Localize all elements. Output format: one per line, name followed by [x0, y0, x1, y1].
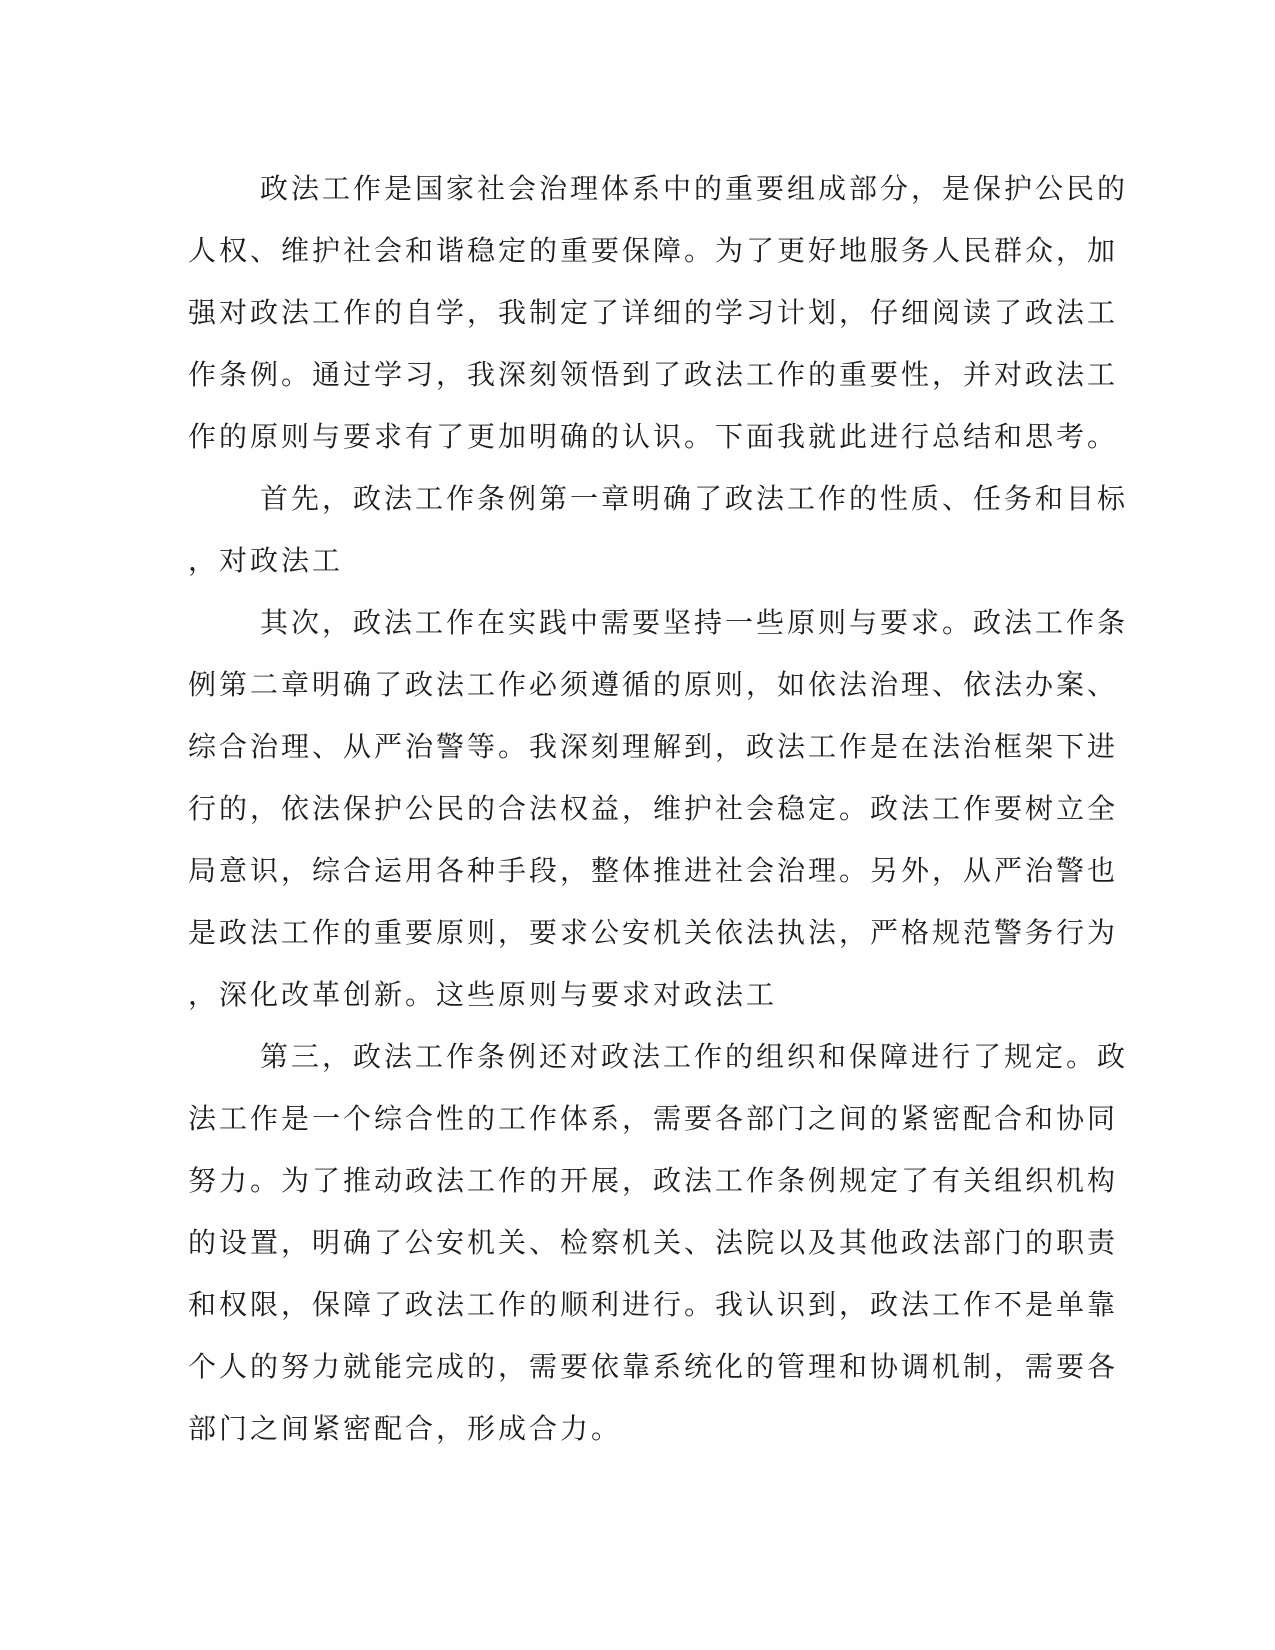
- text-line: 个人的努力就能完成的，需要依靠系统化的管理和协调机制，需要各: [188, 1350, 1119, 1383]
- text-line: 综合治理、从严治警等。我深刻理解到，政法工作是在法治框架下进: [188, 730, 1119, 763]
- text-line: 第三，政法工作条例还对政法工作的组织和保障进行了规定。政: [260, 1040, 1129, 1073]
- text-line: 作条例。通过学习，我深刻领悟到了政法工作的重要性，并对政法工: [188, 358, 1119, 391]
- paragraph-third: [188, 1026, 1129, 1460]
- text-line: 政法工作是国家社会治理体系中的重要组成部分，是保护公民的: [260, 172, 1129, 205]
- text-line: 的设置，明确了公安机关、检察机关、法院以及其他政法部门的职责: [188, 1226, 1119, 1259]
- document-body: [188, 158, 1129, 1460]
- paragraph-second: [188, 592, 1129, 1026]
- text-line: 法工作是一个综合性的工作体系，需要各部门之间的紧密配合和协同: [188, 1102, 1119, 1135]
- paragraph-intro: [188, 158, 1129, 468]
- text-line: 人权、维护社会和谐稳定的重要保障。为了更好地服务人民群众，加: [188, 234, 1119, 267]
- text-line: 其次，政法工作在实践中需要坚持一些原则与要求。政法工作条: [260, 606, 1129, 639]
- text-line: 和权限，保障了政法工作的顺利进行。我认识到，政法工作不是单靠: [188, 1288, 1119, 1321]
- paragraph-first: [188, 468, 1129, 592]
- text-line: 首先，政法工作条例第一章明确了政法工作的性质、任务和目标: [260, 482, 1129, 515]
- text-line: 作的原则与要求有了更加明确的认识。下面我就此进行总结和思考。: [188, 420, 1119, 453]
- text-line: 局意识，综合运用各种手段，整体推进社会治理。另外，从严治警也: [188, 854, 1119, 887]
- text-line: 例第二章明确了政法工作必须遵循的原则，如依法治理、依法办案、: [188, 668, 1119, 701]
- text-line: 强对政法工作的自学，我制定了详细的学习计划，仔细阅读了政法工: [188, 296, 1119, 329]
- text-line: 是政法工作的重要原则，要求公安机关依法执法，严格规范警务行为: [188, 916, 1119, 949]
- text-line: 努力。为了推动政法工作的开展，政法工作条例规定了有关组织机构: [188, 1164, 1119, 1197]
- text-line: ，深化改革创新。这些原则与要求对政法工: [188, 978, 778, 1011]
- text-line: 部门之间紧密配合，形成合力。: [188, 1412, 623, 1445]
- text-line: 行的，依法保护公民的合法权益，维护社会稳定。政法工作要树立全: [188, 792, 1119, 825]
- text-line: ，对政法工: [188, 544, 344, 577]
